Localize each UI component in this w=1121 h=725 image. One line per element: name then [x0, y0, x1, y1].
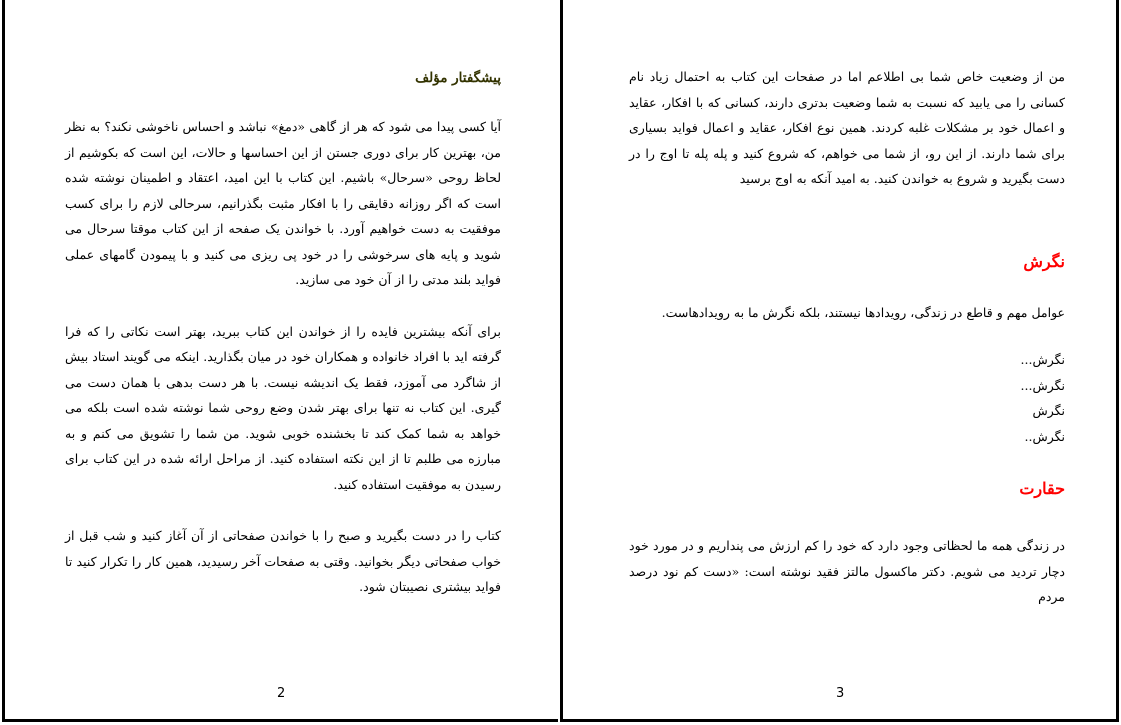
section-spacer — [629, 449, 1065, 475]
section-spacer — [629, 503, 1065, 533]
right-page-content — [629, 64, 1065, 610]
section-title-inferiority: حقارت — [1019, 479, 1065, 498]
author-preface-heading: پیشگفتار مؤلف — [415, 70, 501, 86]
page-number-left: 2 — [277, 686, 286, 701]
page-number-right: 3 — [836, 686, 845, 701]
right-page — [560, 0, 1119, 722]
attitude-line-2: نگرش... — [1020, 377, 1065, 393]
paragraph-spacer — [65, 293, 501, 319]
intro-paragraph: من از وضعیت خاص شما بی اطلاعم اما در صفحات این کتاب به احتمال زیاد نام کسانی را می یابید که نسبت به شما وضعیت بدتری دارند، کسانی که با افکار، عقاید و اعمال خود بر مشکلات غلبه کردند. همین نوع افکار، عقاید و اعمال فواید بسیاری برای شما دارند. از این رو، از شما می خواهم، که شروع کنید و پله پله تا اوج را در دست بگیرید و شروع به خواندن کنید. به امید آنکه به اوج برسید — [629, 69, 1065, 186]
preface-paragraph-2: برای آنکه بیشترین فایده را از خواندن این کتاب ببرید، بهتر است نکاتی را که فرا گرفته اید با افراد خانواده و همکاران خود در میان بگذارید. اینکه می گویند استاد بیش از شاگرد می آموزد، فقط یک اندیشه نیست. با هر دست بدهی با همان دست می گیری. این کتاب نه تنها برای بهتر شدن وضع روحی شما نوشته شده است بلکه می خواهد به شما کمک کند تا بخشنده خوبی شوید. من شما را تشویق می کنم و به مبارزه می طلبم تا از این نکته استفاده کنید. از مراحل ارائه شده در این کتاب برای رسیدن به موفقیت استفاده کنید. — [65, 323, 501, 492]
attitude-line-3: نگرش — [1032, 403, 1065, 418]
section-spacer — [629, 276, 1065, 300]
paragraph-spacer — [65, 497, 501, 523]
section-title-attitude: نگرش — [1023, 251, 1065, 271]
preface-paragraph-1: آیا کسی پیدا می شود که هر از گاهی «دمغ» نباشد و احساس ناخوشی نکند؟ به نظر من، بهترین کار برای دوری جستن از این احساسها و حالات، این است که بکوشیم از لحاظ روحی «سرحال» باشیم. این کتاب با این امید، اعتقاد و اطمینان نوشته شده است که اگر روزانه دقایقی را با افکار مثبت بگذرانیم، سرحالی لازم را برای کسب موفقیت به دست خواهیم آورد. با خواندن یک صفحه از این کتاب موقتا سرحال می شوید و پایه های سرخوشی را در خود پی ریزی می کنید و با پیمودن گامهای عملی فواید بلند مدتی را از آن خود می سازید. — [65, 119, 501, 287]
left-page — [2, 0, 558, 722]
inferiority-paragraph: در زندگی همه ما لحظاتی وجود دارد که خود را کم ارزش می پنداریم و در مورد خود دچار تردید می شویم. دکتر ماکسول مالتز فقید نوشته است: «دست کم نود درصد مردم — [629, 538, 1065, 604]
section-spacer — [629, 325, 1065, 347]
attitude-line-4: نگرش.. — [1024, 428, 1065, 444]
section-spacer — [629, 192, 1065, 248]
attitude-line-1: نگرش... — [1020, 352, 1065, 367]
attitude-paragraph: عوامل مهم و قاطع در زندگی، رویدادها نیستند، بلکه نگرش ما به رویدادهاست. — [661, 304, 1065, 320]
preface-paragraph-3: کتاب را در دست بگیرید و صبح را با خواندن صفحاتی از آن آغاز کنید و شب قبل از خواب صفحاتی دیگر بخوانید. وقتی به صفحات آخر رسیدید، همین کار را تکرار کنید تا فواید بیشتری نصیبتان شود. — [65, 528, 501, 594]
left-page-content — [65, 64, 501, 600]
